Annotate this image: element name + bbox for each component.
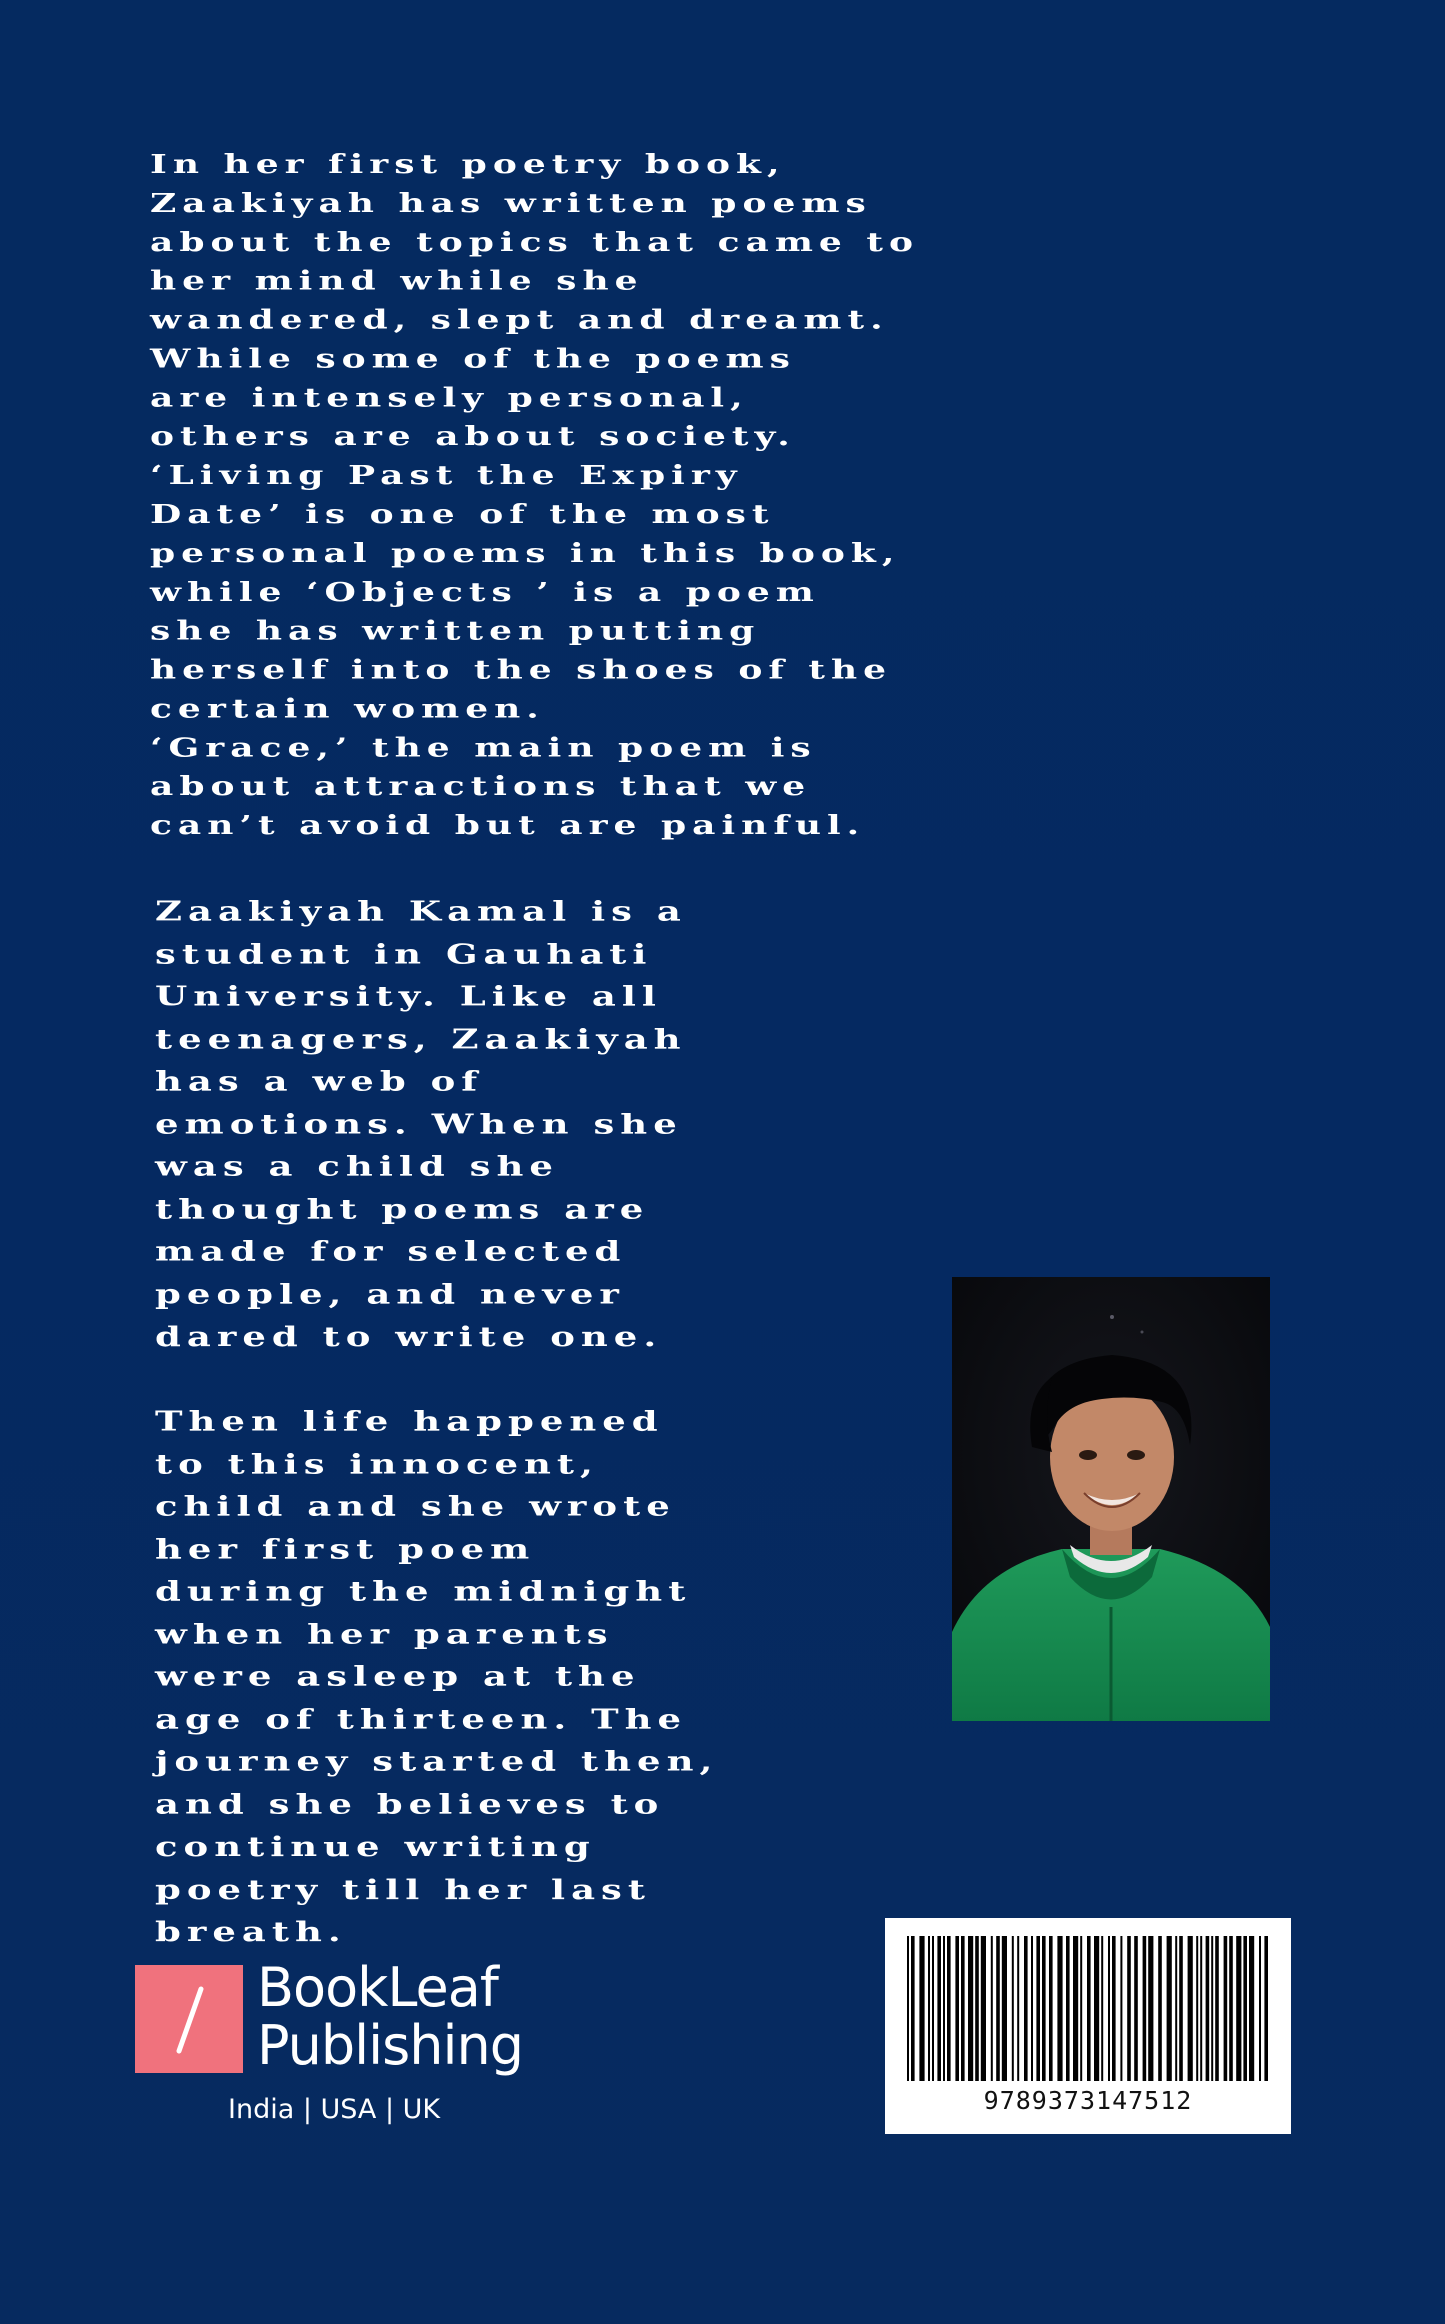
blurb-line: can’t avoid but are painful. bbox=[150, 810, 866, 841]
blurb-line: teenagers, Zaakiyah bbox=[155, 1022, 687, 1055]
blurb-paragraph-journey bbox=[155, 1400, 718, 1953]
blurb-line: others are about society. bbox=[150, 421, 796, 452]
publisher-regions: India | USA | UK bbox=[228, 2094, 441, 2125]
blurb-line: continue writing bbox=[155, 1829, 596, 1863]
blurb-line: are intensely personal, bbox=[150, 382, 749, 413]
blurb-line: herself into the shoes of the bbox=[150, 654, 893, 685]
blurb-paragraph-book bbox=[150, 145, 919, 845]
blurb-line: has a web of bbox=[155, 1064, 484, 1098]
publisher-name-line1: BookLeaf bbox=[257, 1956, 498, 2019]
isbn-number: 9789373147512 bbox=[983, 2086, 1193, 2115]
slash-icon bbox=[157, 1975, 221, 2063]
blurb-line: Then life happened bbox=[155, 1404, 664, 1437]
blurb-line: poetry till her last bbox=[155, 1872, 651, 1906]
blurb-line: thought poems are bbox=[155, 1192, 650, 1225]
blurb-line: was a child she bbox=[155, 1149, 559, 1183]
blurb-line: While some of the poems bbox=[150, 343, 796, 374]
blurb-line: people, and never bbox=[155, 1277, 625, 1310]
blurb-line: child and she wrote bbox=[155, 1489, 676, 1523]
blurb-line: were asleep at the bbox=[155, 1659, 641, 1693]
blurb-line: ‘Grace,’ the main poem is bbox=[150, 732, 817, 763]
publisher-logo bbox=[135, 1956, 555, 2077]
blurb-line: made for selected bbox=[155, 1234, 627, 1268]
blurb-line: Zaakiyah Kamal is a bbox=[155, 894, 687, 927]
blurb-line: certain women. bbox=[150, 693, 545, 724]
blurb-line: breath. bbox=[155, 1915, 347, 1948]
blurb-line: she has written putting bbox=[150, 615, 761, 647]
blurb-line: student in Gauhati bbox=[155, 936, 653, 970]
publisher-name-line2: Publishing bbox=[257, 2014, 523, 2077]
blurb-line: age of thirteen. The bbox=[155, 1702, 688, 1735]
blurb-line: while ‘Objects ’ is a poem bbox=[150, 577, 820, 608]
blurb-line: and she believes to bbox=[155, 1787, 665, 1820]
blurb-line: wandered, slept and dreamt. bbox=[150, 304, 889, 336]
blurb-line: her first poem bbox=[155, 1532, 536, 1565]
blurb-line: Zaakiyah has written poems bbox=[150, 188, 872, 219]
blurb-paragraph-author bbox=[155, 890, 687, 1358]
publisher-name bbox=[257, 1956, 523, 2077]
blurb-line: during the midnight bbox=[155, 1574, 692, 1608]
blurb-line: to this innocent, bbox=[155, 1446, 599, 1480]
blurb-line: when her parents bbox=[155, 1617, 614, 1650]
isbn-barcode bbox=[885, 1918, 1291, 2134]
author-photo bbox=[952, 1277, 1270, 1721]
blurb-line: Date’ is one of the most bbox=[150, 499, 775, 530]
blurb-line: about the topics that came to bbox=[150, 227, 920, 258]
blurb-line: dared to write one. bbox=[155, 1319, 663, 1353]
blurb-line: her mind while she bbox=[150, 265, 644, 297]
publisher-logo-mark bbox=[135, 1965, 243, 2073]
blurb-line: University. Like all bbox=[155, 979, 662, 1013]
blurb-line: about attractions that we bbox=[150, 771, 812, 802]
blurb-line: emotions. When she bbox=[155, 1107, 683, 1140]
blurb-line: ‘Living Past the Expiry bbox=[150, 460, 743, 491]
blurb-line: personal poems in this book, bbox=[150, 538, 901, 569]
blurb-line: In her first poetry book, bbox=[150, 149, 786, 180]
blurb-line: journey started then, bbox=[155, 1744, 719, 1778]
